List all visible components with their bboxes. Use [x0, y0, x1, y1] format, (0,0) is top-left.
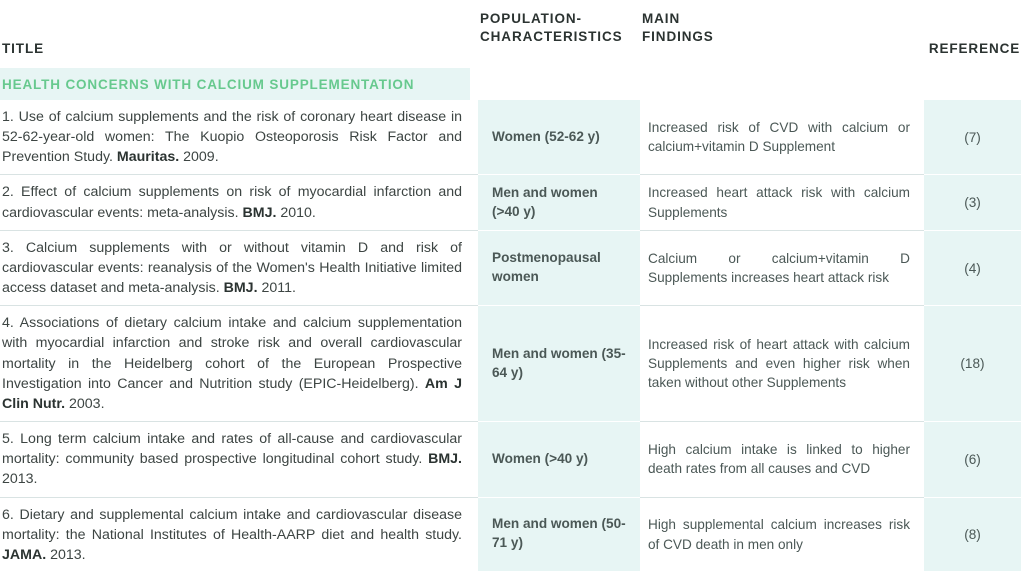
section-header-label: HEALTH CONCERNS WITH CALCIUM SUPPLEMENTATION: [2, 76, 415, 92]
journal-name: BMJ.: [242, 204, 277, 221]
population-text: Men and women (35-64 y): [492, 345, 626, 380]
reference-number: (6): [964, 451, 981, 467]
column-header-findings-line2: FINDINGS: [642, 29, 714, 45]
cell-findings: [640, 306, 924, 422]
journal-name: BMJ.: [428, 451, 462, 468]
publication-year: 2013.: [46, 546, 86, 563]
cell-population: [478, 100, 640, 175]
table-header: [0, 0, 1023, 68]
cell-title: [0, 306, 478, 422]
findings-text: Increased heart attack risk with calcium Supplements: [648, 185, 910, 220]
column-header-title: TITLE: [2, 40, 44, 56]
population-text: Postmenopausal women: [492, 250, 601, 285]
cell-population: [478, 306, 640, 422]
study-title-text: 1. Use of calcium supplements and the risk of coronary heart disease in 52-62-year-old women: The Kuopio Osteoporosis Risk Factor and Prevention Study.: [2, 109, 462, 166]
cell-reference[interactable]: [924, 422, 1021, 497]
reference-number: (8): [964, 526, 981, 542]
cell-reference[interactable]: [924, 100, 1021, 175]
cell-title: [0, 498, 478, 572]
reference-number: (7): [964, 129, 981, 145]
column-header-findings: [642, 10, 926, 46]
cell-findings: [640, 175, 924, 230]
publication-year: 2010.: [276, 204, 316, 221]
cell-title: [0, 100, 478, 175]
findings-text: High supplemental calcium increases risk of CVD death in men only: [648, 517, 910, 552]
cell-findings: [640, 231, 924, 306]
cell-findings: [640, 422, 924, 497]
cell-findings: [640, 100, 924, 175]
cell-title: [0, 422, 478, 497]
reference-number: (3): [964, 195, 981, 211]
cell-population: [478, 231, 640, 306]
publication-year: 2011.: [257, 280, 296, 297]
column-header-population-line2: CHARACTERISTICS: [480, 29, 623, 45]
journal-name: Mauritas.: [116, 149, 180, 166]
cell-findings: [640, 498, 924, 572]
journal-name: Am J Clin Nutr.: [2, 375, 462, 412]
cell-population: [478, 175, 640, 230]
reference-number: (4): [964, 260, 981, 276]
cell-population: [478, 422, 640, 497]
findings-text: Calcium or calcium+vitamin D Supplements increases heart attack risk: [648, 250, 910, 286]
cell-population: [478, 498, 640, 572]
cell-reference[interactable]: [924, 306, 1021, 422]
column-header-population-line1: POPULATION-: [480, 11, 582, 26]
column-header-population: [480, 10, 642, 46]
section-header-row: [0, 68, 470, 100]
cell-title: [0, 231, 478, 306]
journal-name: JAMA.: [2, 546, 47, 563]
population-text: Women (>40 y): [492, 450, 589, 466]
table-row: [0, 498, 1023, 572]
publication-year: 2013.: [2, 471, 38, 488]
findings-text: High calcium intake is linked to higher death rates from all causes and CVD: [648, 441, 910, 477]
cell-reference[interactable]: [924, 498, 1021, 572]
study-title-text: 2. Effect of calcium supplements on risk of myocardial infarction and cardiovascular events: meta-analysis.: [2, 184, 462, 221]
table-row: [0, 100, 1023, 175]
cell-reference[interactable]: [924, 175, 1021, 230]
table-row: [0, 422, 1023, 497]
findings-text: Increased risk of CVD with calcium or calcium+vitamin D Supplement: [648, 119, 910, 155]
study-title-text: 6. Dietary and supplemental calcium intake and cardiovascular disease mortality: the National Institutes of Health-AARP diet and health study.: [2, 506, 462, 543]
publication-year: 2009.: [179, 149, 219, 166]
study-title-text: 4. Associations of dietary calcium intake and calcium supplementation with myocardial infarction and stroke risk and overall cardiovascular mortality in the Heidelberg cohort of the European Prospective Investigation into Cancer and Nutrition study (EPIC-Heidelberg).: [2, 315, 462, 392]
table-row: [0, 306, 1023, 422]
population-text: Women (52-62 y): [492, 128, 600, 144]
table-row: [0, 231, 1023, 306]
cell-reference[interactable]: [924, 231, 1021, 306]
journal-name: BMJ.: [223, 280, 258, 297]
table-row: [0, 175, 1023, 230]
column-header-findings-line1: MAIN: [642, 11, 681, 26]
reference-number: (18): [960, 356, 985, 372]
cell-title: [0, 175, 478, 230]
population-text: Men and women (50-71 y): [492, 516, 626, 551]
table-body: [0, 100, 1023, 572]
study-title-text: 3. Calcium supplements with or without vitamin D and risk of cardiovascular events: reanalysis of the Women's Health Initiative limited access dataset and meta-analysis.: [2, 239, 462, 297]
column-header-reference: REFERENCE: [928, 40, 1021, 56]
publication-year: 2003.: [65, 395, 105, 412]
population-text: Men and women (>40 y): [492, 184, 598, 219]
findings-text: Increased risk of heart attack with calcium Supplements and even higher risk when taken without other Supplements: [648, 336, 910, 391]
study-title-text: 5. Long term calcium intake and rates of all-cause and cardiovascular mortality: community based prospective longitudinal cohort study.: [2, 431, 462, 468]
